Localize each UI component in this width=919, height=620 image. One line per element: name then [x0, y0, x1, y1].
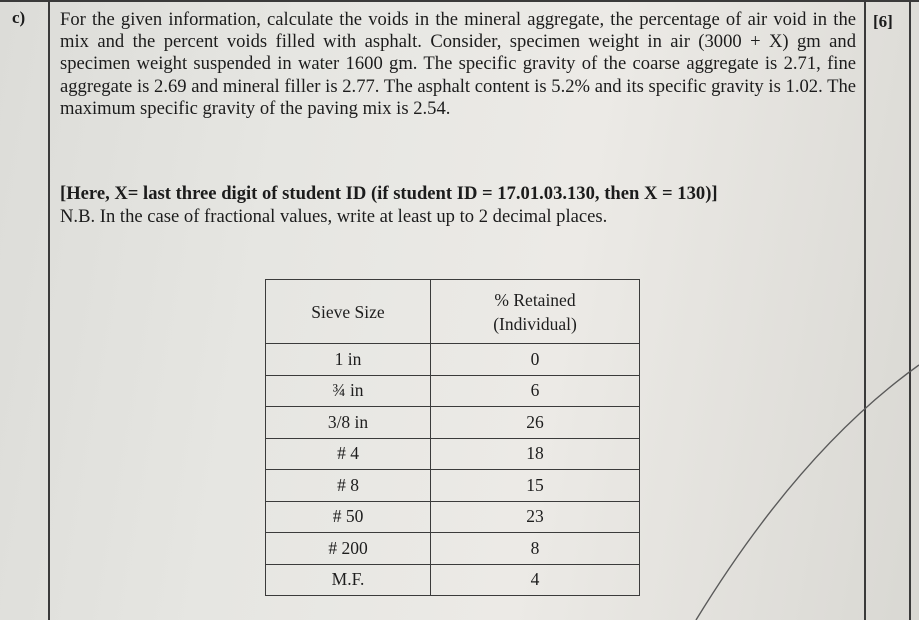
- question-text: For the given information, calculate the voids in the mineral aggregate, the percentage of air void in the mix and the percent voids filled with asphalt. Consider, specimen weight in air (3000 + X) gm and specimen weight suspended in water 1600 gm. The specific gravity of the coarse aggregate is 2.71, fine aggregate is 2.69 and mineral filler is 2.77. The asphalt content is 5.2% and its specific gravity is 1.02. The maximum specific gravity of the paving mix is 2.54.: [60, 9, 856, 119]
- sieve-cell: 1 in: [266, 344, 431, 376]
- retained-cell: 4: [431, 564, 640, 596]
- sieve-cell: M.F.: [266, 564, 431, 596]
- table-row: [266, 438, 640, 470]
- retained-cell: 0: [431, 344, 640, 376]
- retained-cell: 26: [431, 407, 640, 439]
- table-row: [266, 533, 640, 565]
- retained-cell: 8: [431, 533, 640, 565]
- table-row: [266, 344, 640, 376]
- sieve-cell: ¾ in: [266, 375, 431, 407]
- table-header-row: [266, 280, 640, 344]
- header-sieve-size: Sieve Size: [266, 280, 431, 344]
- table-row: [266, 501, 640, 533]
- question-marks: [6]: [873, 12, 893, 31]
- header-percent-retained-text: % Retained (Individual): [493, 289, 577, 334]
- retained-cell: 18: [431, 438, 640, 470]
- student-id-note: [Here, X= last three digit of student ID (if student ID = 17.01.03.130, then X = 130)]: [60, 183, 718, 204]
- sieve-cell: # 200: [266, 533, 431, 565]
- table-row: [266, 564, 640, 596]
- sieve-table: [265, 279, 640, 596]
- sieve-cell: # 4: [266, 438, 431, 470]
- table-row: [266, 407, 640, 439]
- note-block: [60, 182, 850, 228]
- table-row: [266, 470, 640, 502]
- decimal-note: N.B. In the case of fractional values, write at least up to 2 decimal places.: [60, 206, 608, 227]
- retained-cell: 15: [431, 470, 640, 502]
- question-text-block: [60, 9, 856, 120]
- retained-cell: 23: [431, 501, 640, 533]
- retained-cell: 6: [431, 375, 640, 407]
- header-percent-retained: [431, 280, 640, 344]
- question-label: c): [12, 8, 26, 27]
- sieve-cell: 3/8 in: [266, 407, 431, 439]
- table-row: [266, 375, 640, 407]
- sieve-cell: # 8: [266, 470, 431, 502]
- sieve-cell: # 50: [266, 501, 431, 533]
